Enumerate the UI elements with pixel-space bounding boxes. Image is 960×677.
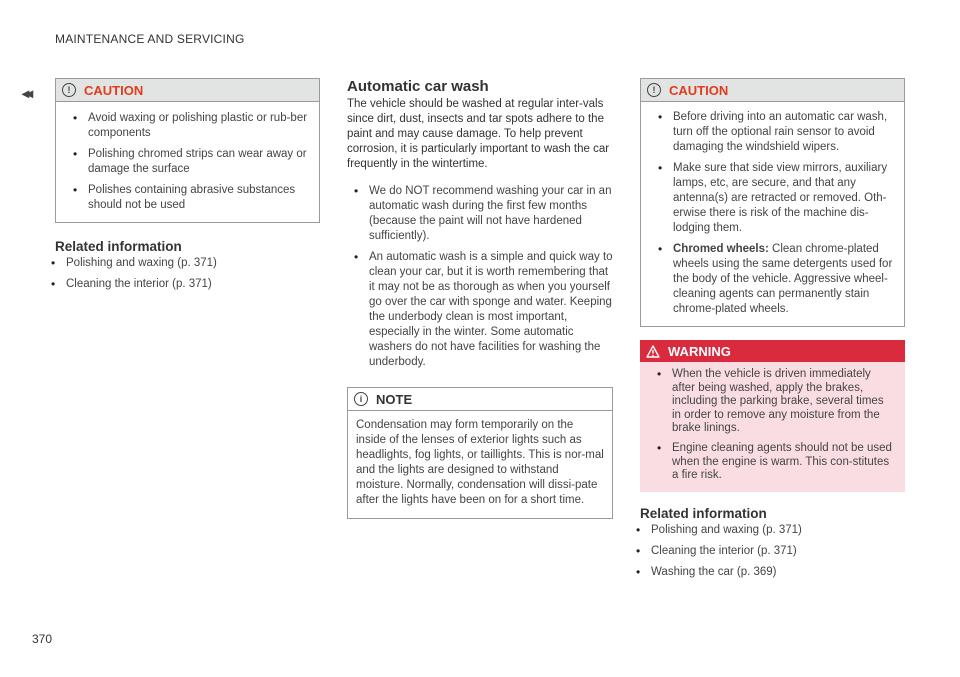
caution-header	[56, 79, 319, 102]
related-link[interactable]: • Polishing and waxing (p. 371)	[629, 523, 905, 538]
related-info-title: Related information	[640, 505, 767, 521]
previous-page-icon[interactable]: ◂◂	[22, 85, 31, 101]
related-info-list	[44, 256, 320, 292]
list-item: • We do NOT recommend washing your car in an automatic wash during the first few months (because the paint will not have hardened sufficiently).	[347, 184, 613, 244]
page-number: 370	[32, 632, 53, 646]
chromed-wheels-text: Clean chrome-plated wheels using the same detergents used for the body of the vehicle. Aggressive wheel-cleaning agents can permanently stain chrome-plated wheels.	[673, 243, 893, 315]
warning-header	[640, 340, 905, 362]
car-wash-list	[347, 184, 613, 370]
caution-box	[55, 78, 320, 223]
related-link[interactable]: • Cleaning the interior (p. 371)	[44, 277, 320, 292]
warning-triangle-icon	[646, 345, 660, 358]
note-header	[348, 388, 612, 411]
warning-list	[650, 368, 895, 483]
related-info-list	[629, 523, 905, 580]
related-link[interactable]: • Washing the car (p. 369)	[629, 565, 905, 580]
caution-title: CAUTION	[669, 82, 729, 98]
note-box	[347, 387, 613, 519]
caution-list	[66, 111, 309, 213]
info-icon: i	[354, 392, 368, 406]
warning-title: WARNING	[668, 343, 731, 359]
list-item: • Polishing chromed strips can wear away or damage the surface	[66, 147, 309, 177]
note-title: NOTE	[376, 391, 413, 407]
note-text: Condensation may form temporarily on the inside of the lenses of exterior lights such as headlights, fog lights, or taillights. This is nor-mal and the lights are designed to withstand moisture. Normally, condensation will dissi-pate after the lights have been on for a short time.	[356, 419, 604, 506]
running-header: MAINTENANCE AND SERVICING	[55, 32, 245, 46]
related-link[interactable]: • Polishing and waxing (p. 371)	[44, 256, 320, 271]
related-info-title: Related information	[55, 239, 182, 254]
list-item: • When the vehicle is driven immediately after being washed, apply the brakes, including the parking brake, several times in order to remove any moisture from the brake linings.	[650, 368, 895, 436]
list-item: • Polishes containing abrasive substances should not be used	[66, 183, 309, 213]
list-item: • Avoid waxing or polishing plastic or rub-ber components	[66, 111, 309, 141]
list-item	[651, 242, 894, 317]
intro-paragraph: The vehicle should be washed at regular inter-vals since dirt, dust, insects and tar spots adhere to the paint and may cause damage. To help prevent corrosion, it is particularly important to wash the car frequently in the wintertime.	[347, 98, 610, 170]
section-title: Automatic car wash	[347, 78, 489, 95]
warning-box	[640, 340, 905, 492]
list-item: • Engine cleaning agents should not be used when the engine is warm. This con-stitutes a fire risk.	[650, 442, 895, 483]
caution-header	[641, 79, 904, 102]
exclamation-icon: !	[647, 83, 661, 97]
related-link[interactable]: • Cleaning the interior (p. 371)	[629, 544, 905, 559]
list-item: • Make sure that side view mirrors, auxiliary lamps, etc, are secure, and that any antenna(s) are retracted or removed. Oth-erwise there is risk of the machine dis-lodging them.	[651, 161, 894, 236]
column-left	[55, 78, 320, 292]
column-middle	[347, 78, 613, 519]
list-item: • Before driving into an automatic car wash, turn off the optional rain sensor to avoid damaging the windshield wipers.	[651, 110, 894, 155]
column-right	[640, 78, 905, 580]
caution-title: CAUTION	[84, 82, 144, 98]
caution-list	[651, 110, 894, 317]
list-item: • An automatic wash is a simple and quick way to clean your car, but it is worth remembering that it may not be as thorough as when you yourself go over the car with sponge and water. Keeping the underbody clean is most important, especially in the winter. Some automatic washers do not have facilities for washing the underbody.	[347, 250, 613, 370]
caution-box	[640, 78, 905, 327]
exclamation-icon: !	[62, 83, 76, 97]
chromed-wheels-label: Chromed wheels:	[673, 243, 769, 255]
